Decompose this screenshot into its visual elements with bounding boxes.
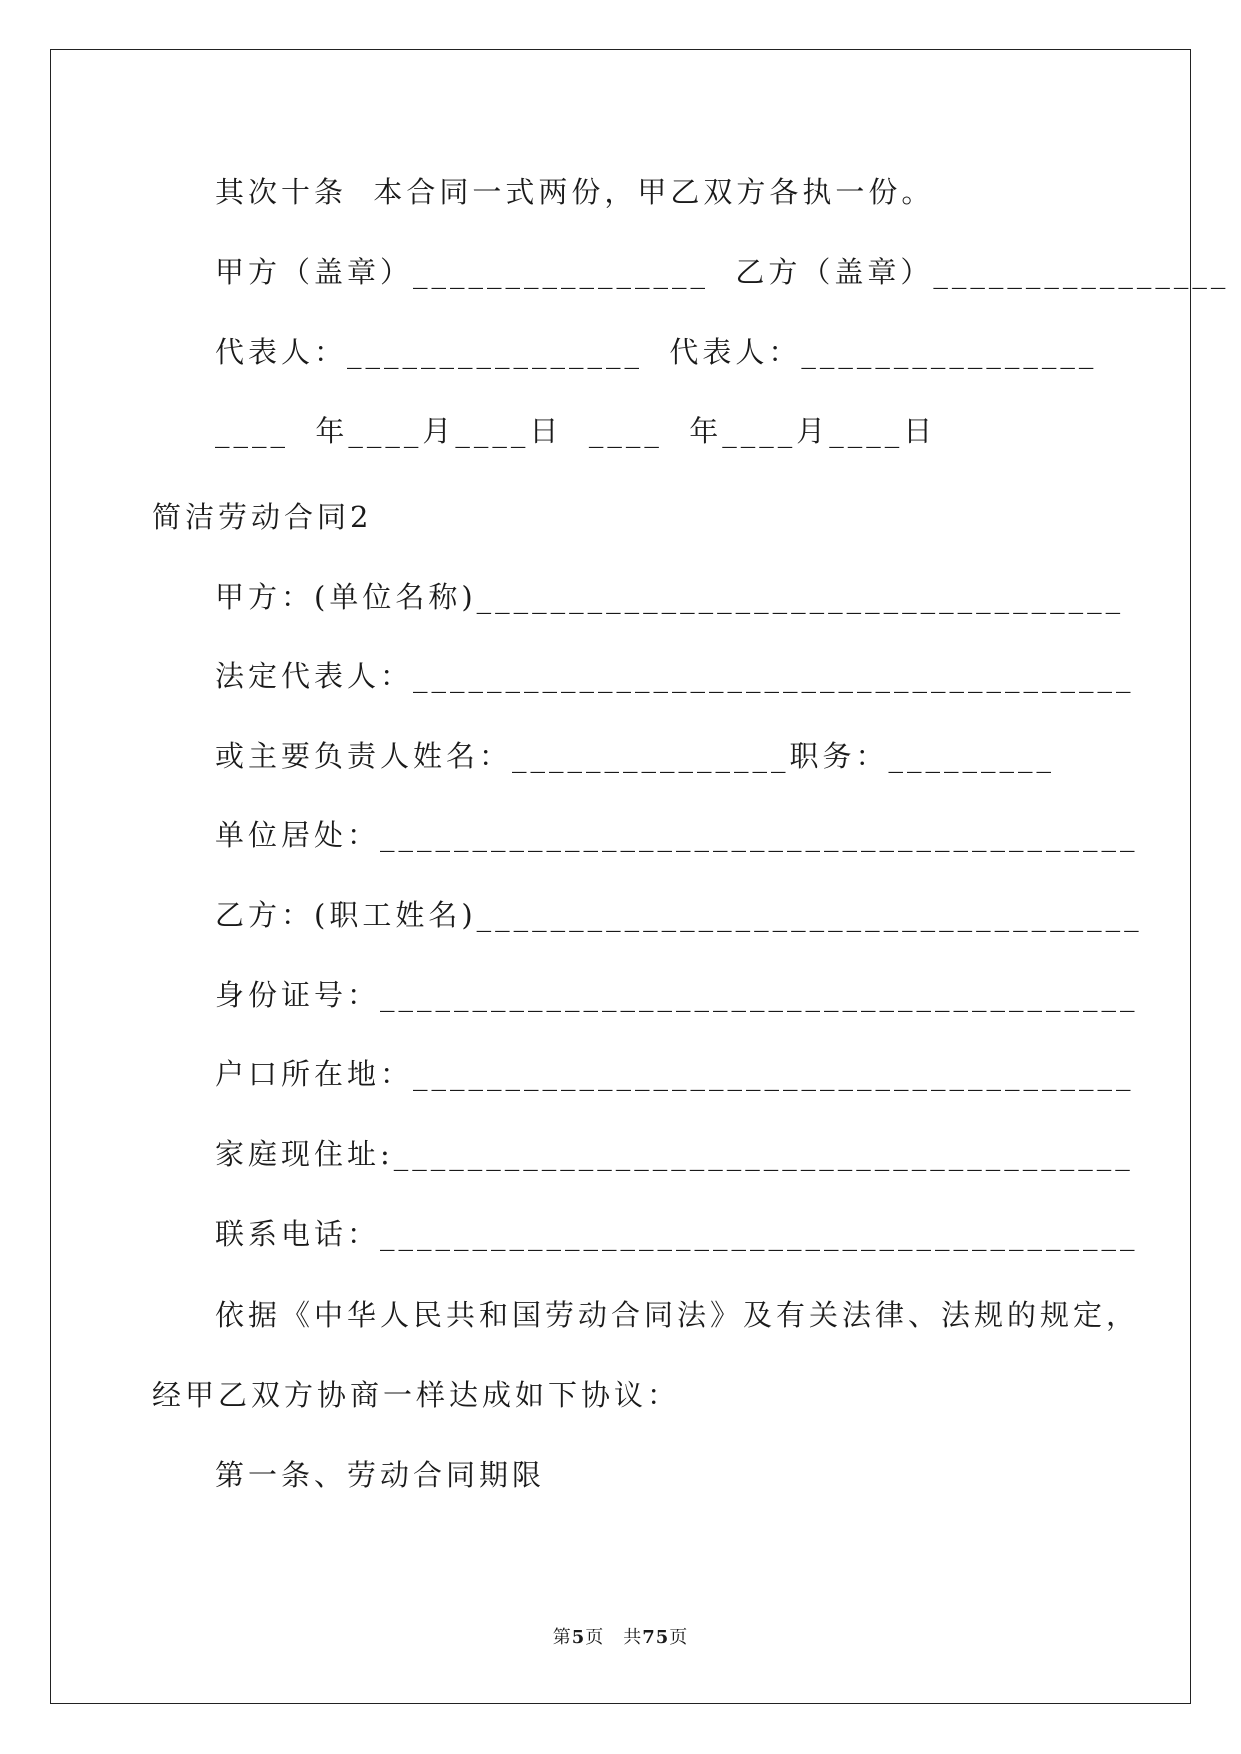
agreement-intro: 经甲乙双方协商一样达成如下协议：	[152, 1378, 681, 1412]
party-a-name-field: 甲方：(单位名称)___________________________________	[215, 580, 1125, 614]
unit-address-field: 单位居处：_________________________________________	[215, 818, 1139, 852]
party-seal-line: 甲方（盖章）________________ 乙方（盖章）________________	[215, 255, 1230, 289]
legal-representative-field: 法定代表人：_______________________________________	[215, 659, 1135, 693]
phone-field: 联系电话：_________________________________________	[215, 1217, 1139, 1251]
responsible-person-field: 或主要负责人姓名：_______________职务：_________	[215, 739, 1056, 773]
home-address-field: 家庭现住址:________________________________________	[215, 1137, 1134, 1171]
page-number: 5	[571, 1627, 586, 1648]
page-prefix: 第	[552, 1627, 572, 1648]
representative-line: 代表人：________________ 代表人：________________	[215, 335, 1098, 369]
date-line: ____ 年____月____日 ____ 年____月____日	[215, 414, 937, 448]
household-registration-field: 户口所在地：_______________________________________	[215, 1057, 1135, 1091]
page-mid: 页 共	[585, 1627, 643, 1648]
party-b-name-field: 乙方：(职工姓名)____________________________________	[215, 898, 1143, 932]
contract-copies-clause: 其次十条 本合同一式两份，甲乙双方各执一份。	[215, 175, 935, 209]
section-title: 简洁劳动合同2	[152, 500, 373, 534]
article-one-heading: 第一条、劳动合同期限	[215, 1458, 546, 1492]
total-pages: 75	[642, 1627, 670, 1648]
page-footer	[0, 1623, 1241, 1649]
legal-basis-paragraph: 依据《中华人民共和国劳动合同法》及有关法律、法规的规定，	[215, 1298, 1140, 1332]
id-number-field: 身份证号：_________________________________________	[215, 978, 1139, 1012]
page-suffix: 页	[669, 1627, 689, 1648]
